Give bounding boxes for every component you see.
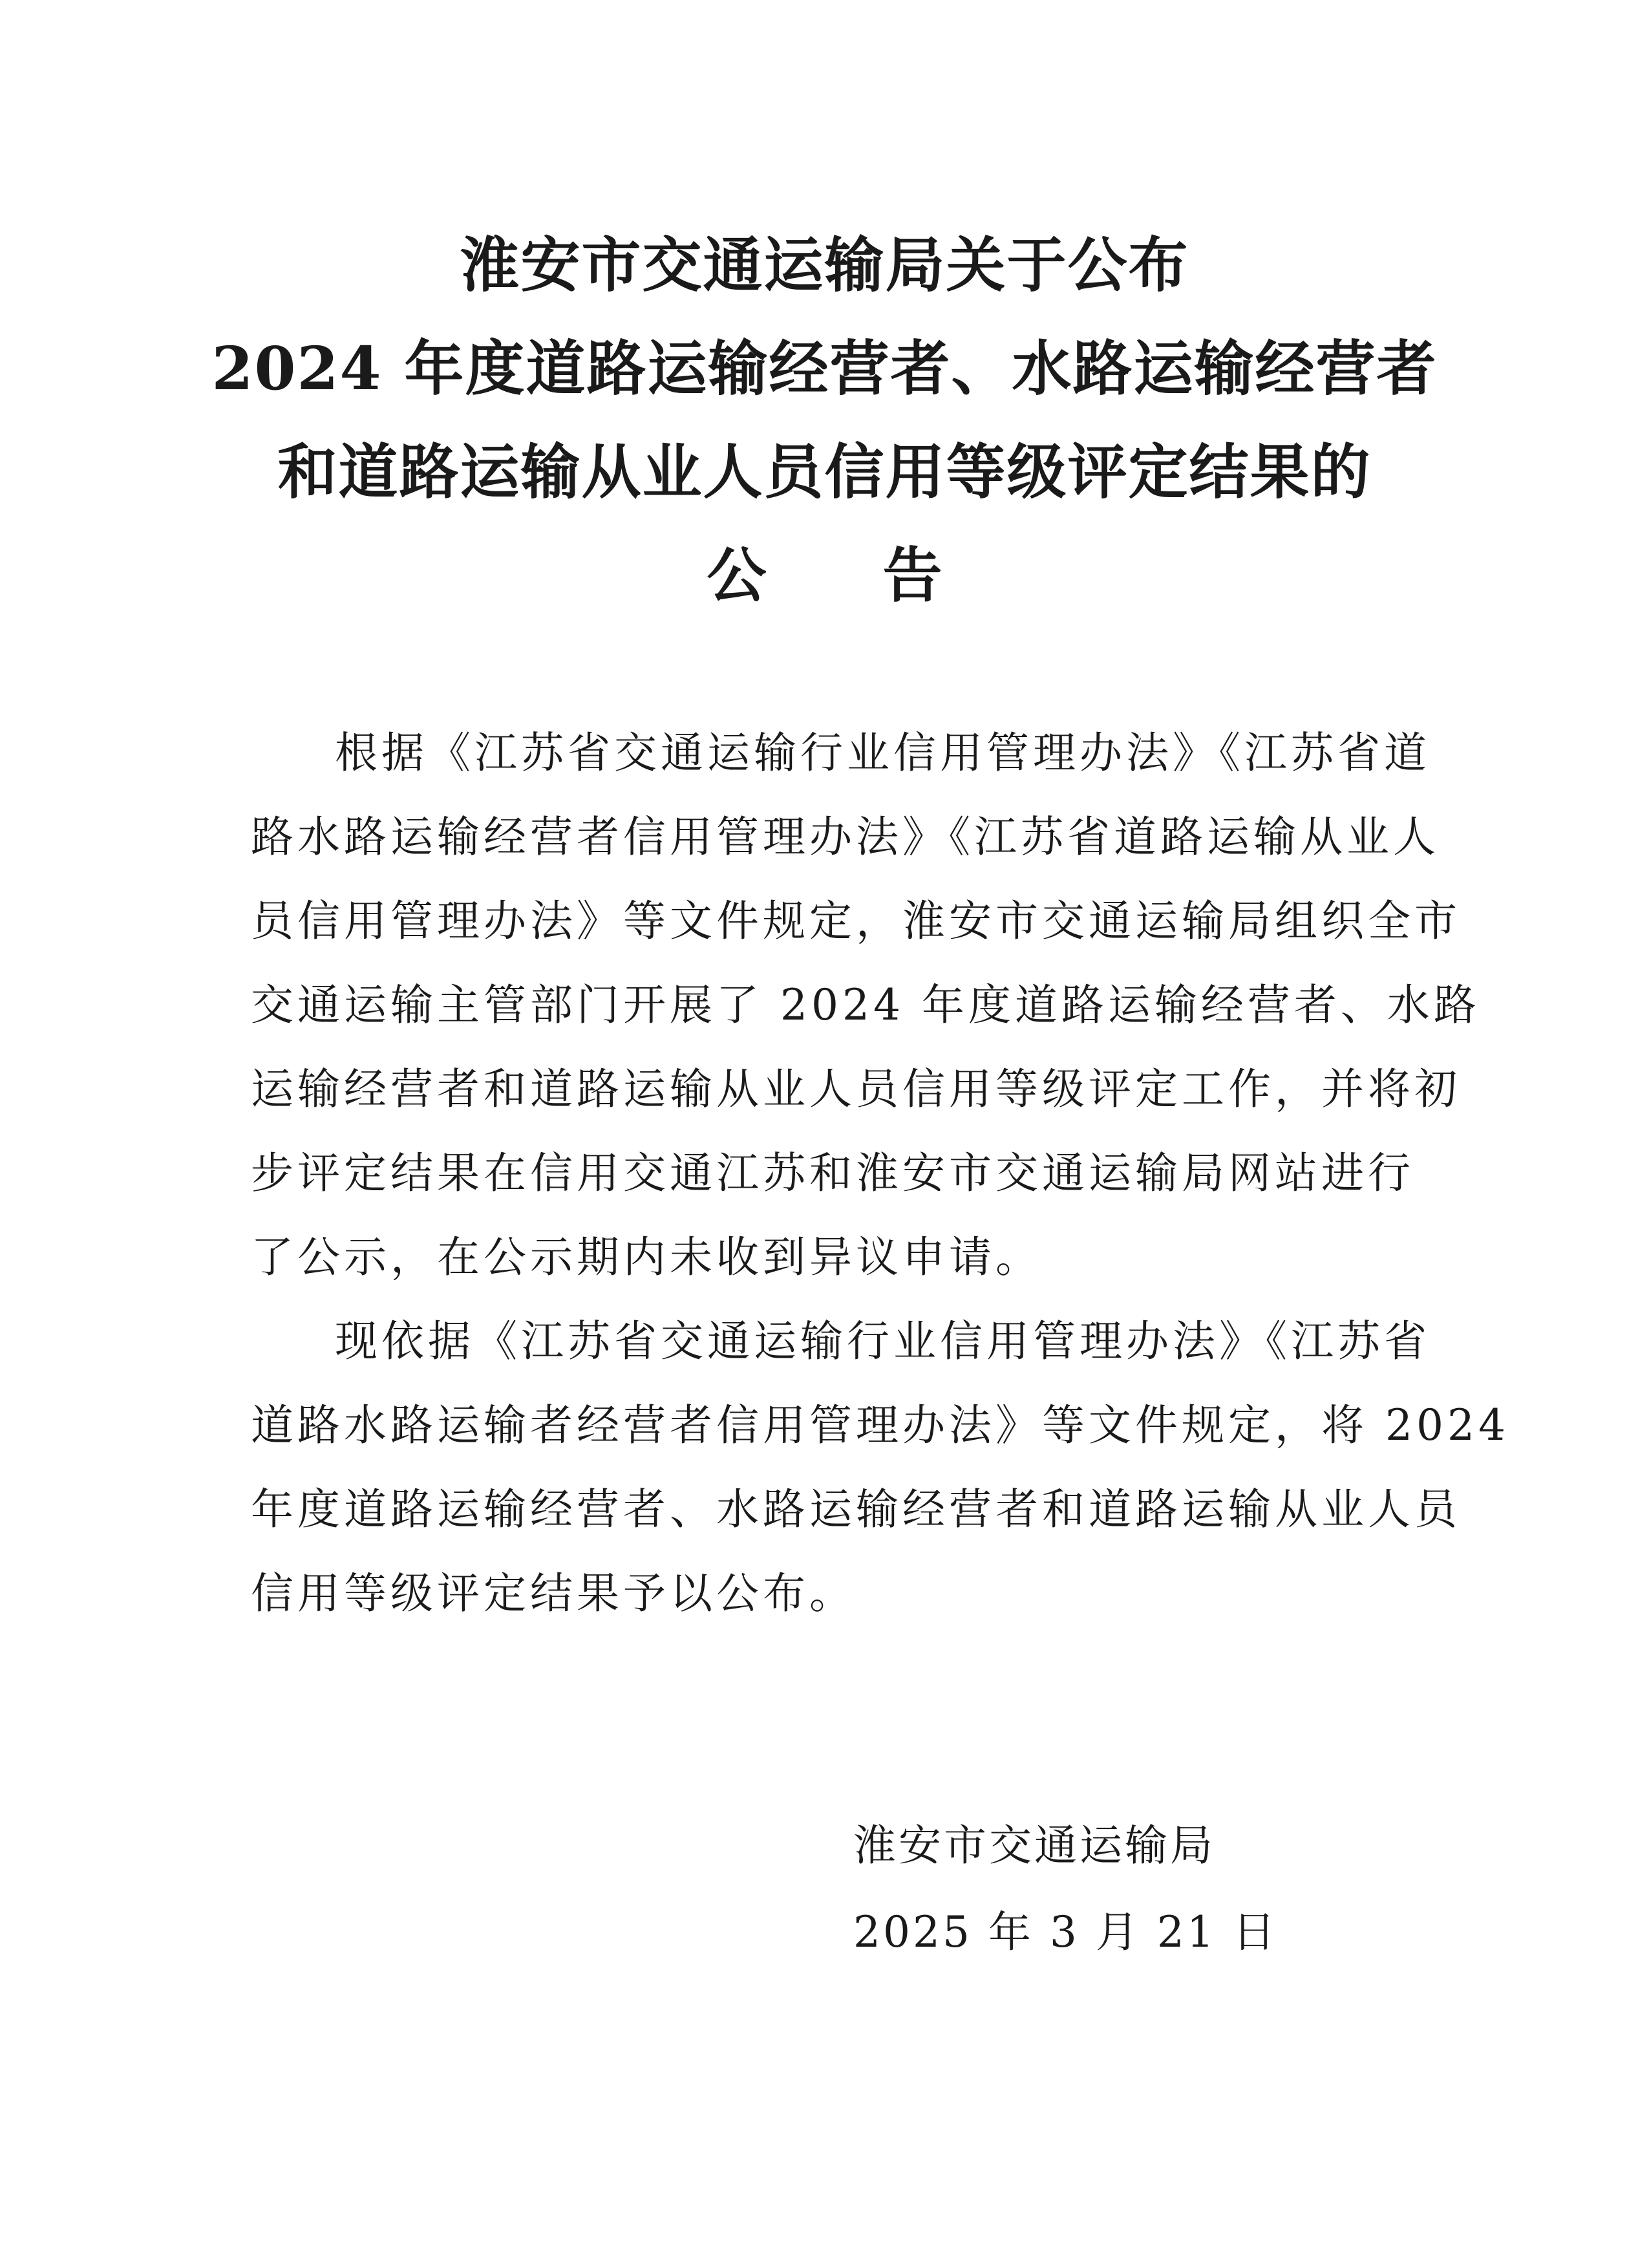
title-line-3: 和道路运输从业人员信用等级评定结果的 bbox=[277, 437, 1372, 507]
paragraph-1-line: 员信用管理办法》等文件规定，淮安市交通运输局组织全市 bbox=[251, 896, 1461, 946]
paragraph-1-line: 步评定结果在信用交通江苏和淮安市交通运输局网站进行 bbox=[251, 1148, 1414, 1198]
issuing-organization: 淮安市交通运输局 bbox=[853, 1821, 1215, 1870]
title-line-2: 2024 年度道路运输经营者、水路运输经营者 bbox=[211, 334, 1438, 403]
paragraph-1-line: 根据《江苏省交通运输行业信用管理办法》《江苏省道 bbox=[335, 728, 1431, 778]
paragraph-1-line: 运输经营者和道路运输从业人员信用等级评定工作，并将初 bbox=[251, 1064, 1461, 1114]
paragraph-1-line: 路水路运输经营者信用管理办法》《江苏省道路运输从业人 bbox=[251, 812, 1440, 862]
paragraph-1-line: 了公示，在公示期内未收到异议申请。 bbox=[251, 1232, 1042, 1282]
signature-block bbox=[853, 1804, 1370, 1974]
paragraph-2-line: 现依据《江苏省交通运输行业信用管理办法》《江苏省 bbox=[335, 1316, 1431, 1366]
document-title bbox=[0, 213, 1649, 627]
paragraph-2-line: 年度道路运输经营者、水路运输经营者和道路运输从业人员 bbox=[251, 1484, 1461, 1534]
document-body bbox=[251, 711, 1509, 1636]
title-line-1: 淮安市交通运输局关于公布 bbox=[460, 230, 1189, 300]
paragraph-2-line: 道路水路运输者经营者信用管理办法》等文件规定，将 2024 bbox=[251, 1400, 1509, 1450]
paragraph-2-line: 信用等级评定结果予以公布。 bbox=[251, 1568, 856, 1618]
issue-date: 2025 年 3 月 21 日 bbox=[853, 1907, 1278, 1957]
title-notice: 公告 bbox=[707, 540, 1059, 610]
paragraph-1-line: 交通运输主管部门开展了 2024 年度道路运输经营者、水路 bbox=[251, 980, 1480, 1030]
